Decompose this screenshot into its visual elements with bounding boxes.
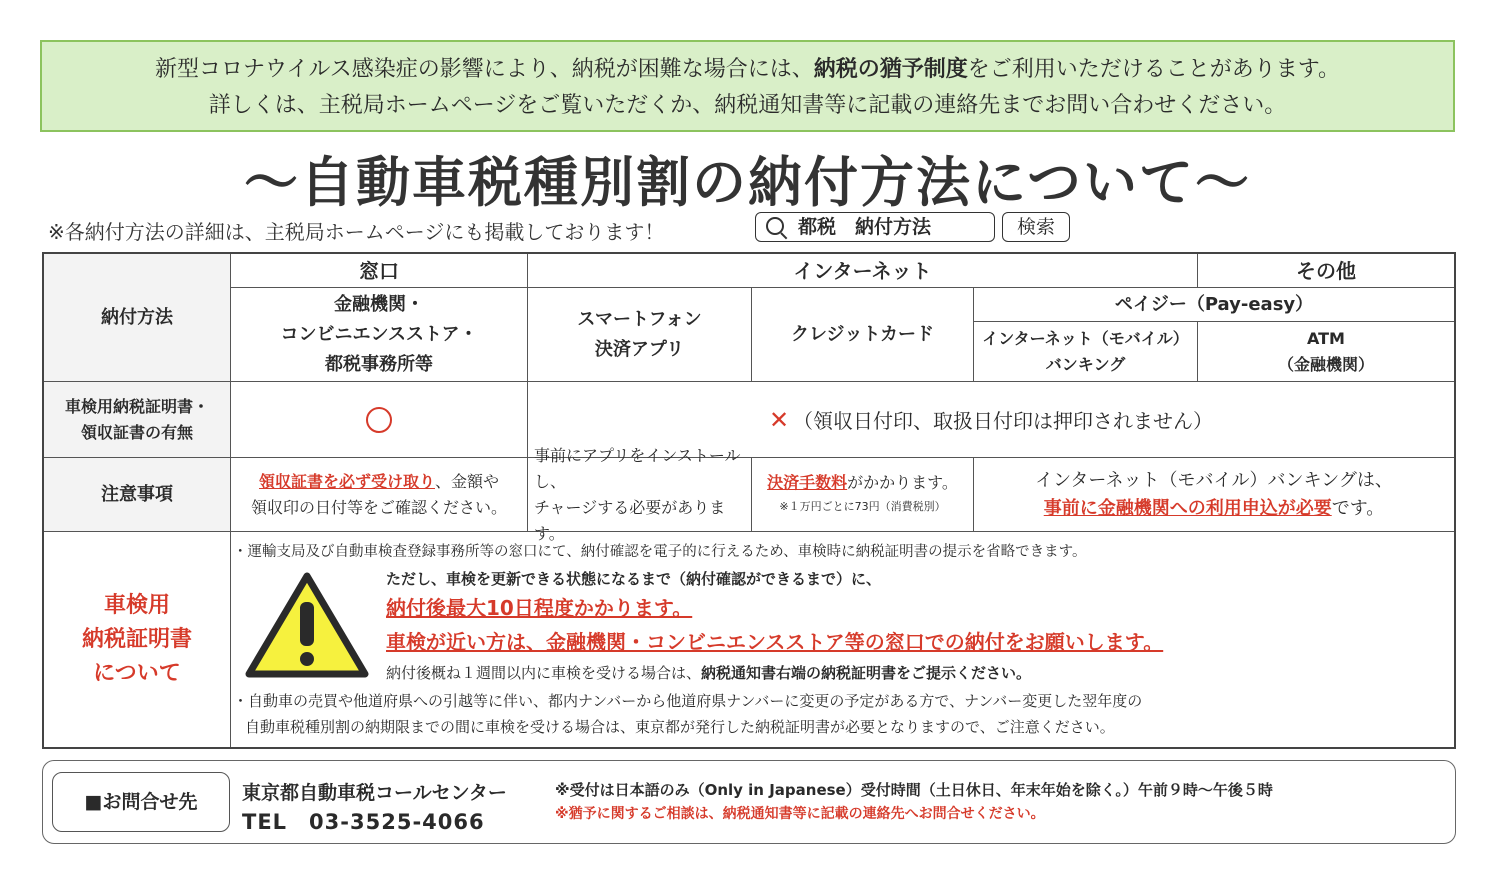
col-atm: ATM （金融機関）	[1198, 322, 1454, 382]
about-line-1: ・運輸支局及び自動車検査登録事務所等の窓口にて、納付確認を電子的に行えるため、車検時に納税証明書の提示を省略できます。	[233, 544, 1087, 560]
search-icon	[766, 217, 784, 235]
about-line-4: 車検が近い方は、金融機関・コンビニエンスストア等の窓口での納付をお願いします。	[386, 630, 1164, 654]
cert-window-yes	[231, 382, 528, 458]
col-payeasy: ペイジー（Pay-easy）	[974, 288, 1454, 322]
covid-notice-banner	[40, 40, 1455, 132]
website-note: ※各納付方法の詳細は、主税局ホームページにも掲載しております！	[48, 220, 665, 244]
about-line-5: 納付後概ね１週間以内に車検を受ける場合は、納税通知書右端の納税証明書をご提示ください。	[386, 664, 1032, 682]
about-line-3: 納付後最大10日程度かかります。	[386, 596, 693, 620]
cert-about-content	[231, 532, 1454, 747]
circle-mark-icon	[366, 407, 392, 433]
note-payeasy: インターネット（モバイル）バンキングは、 事前に金融機関への利用申込が必要です。	[974, 458, 1454, 532]
about-line-6: ・自動車の売買や他道府県への引越等に伴い、都内ナンバーから他道府県ナンバーに変更の予定がある方で、ナンバー変更した翌年度の	[233, 692, 1143, 710]
contact-hours: ※受付は日本語のみ（Only in Japanese）受付時間（土日休日、年末年始を除く。）午前９時～午後５時	[555, 781, 1273, 799]
call-center-tel[interactable]: TEL 03-3525-4066	[242, 810, 485, 834]
cross-mark-icon: ✕	[768, 405, 790, 434]
row-label-notes: 注意事項	[44, 458, 231, 532]
contact-consult-note: ※猶予に関するご相談は、納税通知書等に記載の連絡先へお問合せください。	[555, 806, 1045, 822]
call-center-name: 東京都自動車税コールセンター	[242, 782, 507, 804]
page-title: ～自動車税種別割の納付方法について～	[244, 151, 1251, 214]
row-label-cert-about: 車検用 納税証明書 について	[44, 532, 231, 747]
banner-line-1: 新型コロナウイルス感染症の影響により、納税が困難な場合には、納税の猶予制度をご利用いただけることがあります。	[155, 57, 1340, 82]
contact-label: ■お問合せ先	[52, 772, 230, 832]
col-banking: インターネット（モバイル） バンキング	[974, 322, 1198, 382]
note-window: 領収証書を必ず受け取り、金額や 領収印の日付等をご確認ください。	[231, 458, 528, 532]
group-other: その他	[1198, 254, 1454, 288]
group-window: 窓口	[231, 254, 528, 288]
banner-line-2: 詳しくは、主税局ホームページをご覧いただくか、納税通知書等に記載の連絡先までお問い合わせください。	[208, 93, 1287, 118]
row-label-method: 納付方法	[44, 254, 231, 382]
about-line-7: 自動車税種別割の納期限までの間に車検を受ける場合は、東京都が発行した納税証明書が必要となりますので、ご注意ください。	[245, 718, 1115, 736]
col-window: 金融機関・ コンビニエンスストア・ 都税事務所等	[231, 288, 528, 382]
col-credit: クレジットカード	[752, 288, 974, 382]
row-label-cert: 車検用納税証明書・ 領収証書の有無	[44, 382, 231, 458]
cert-other-no: ✕ （領収日付印、取扱日付印は押印されません）	[528, 382, 1454, 458]
search-input[interactable]: 都税 納付方法	[755, 212, 995, 242]
col-smartphone: スマートフォン 決済アプリ	[528, 288, 752, 382]
warning-icon	[243, 570, 371, 682]
note-credit: 決済手数料がかかります。 ※１万円ごとに73円（消費税別）	[752, 458, 974, 532]
search-button[interactable]: 検索	[1002, 212, 1070, 242]
about-line-2: ただし、車検を更新できる状態になるまで（納付確認ができるまで）に、	[386, 570, 882, 588]
group-internet: インターネット	[528, 254, 1198, 288]
note-smartphone: 事前にアプリをインストールし、 チャージする必要があります。	[528, 458, 752, 532]
